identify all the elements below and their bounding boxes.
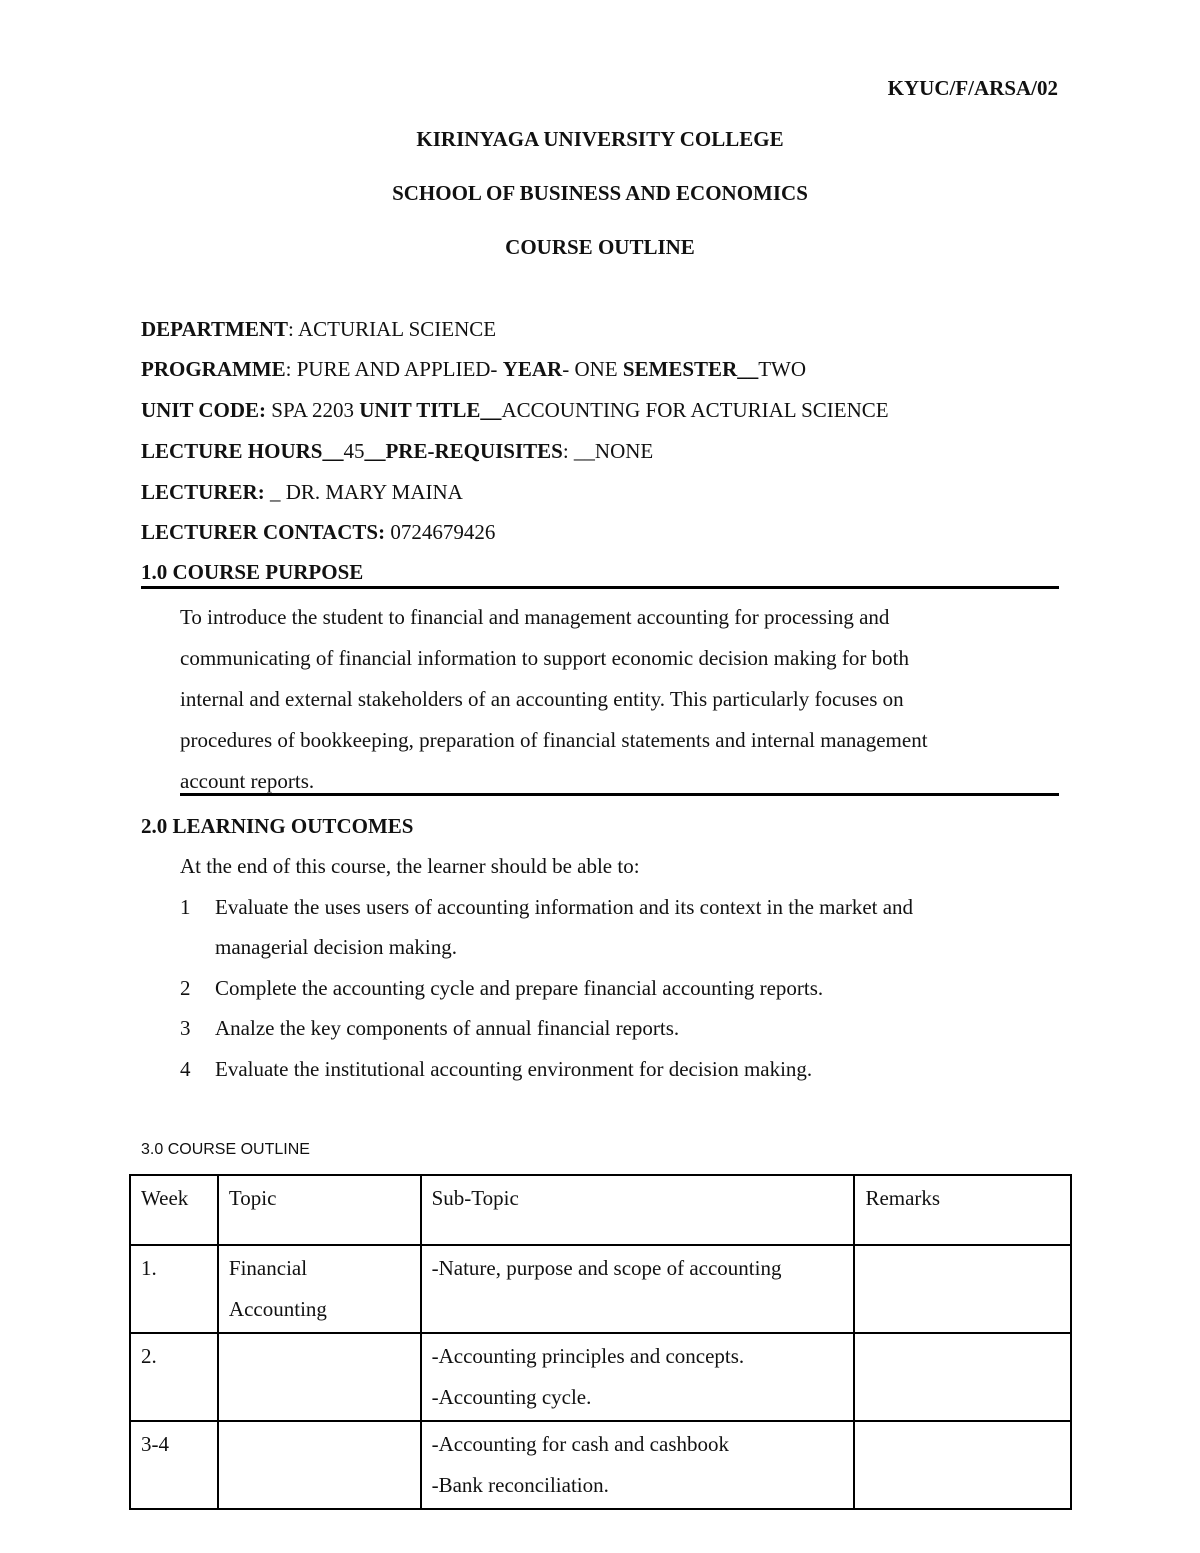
programme-line (141, 357, 806, 382)
purpose-line: procedures of bookkeeping, preparation of financial statements and internal management (180, 728, 928, 752)
outline-heading: 3.0 COURSE OUTLINE (141, 1141, 310, 1158)
subtopic-line: -Accounting for cash and cashbook (431, 1432, 729, 1456)
year-value: - ONE (562, 357, 623, 381)
remarks-cell (854, 1245, 1071, 1333)
table-row (130, 1245, 1071, 1333)
outcomes-intro: At the end of this course, the learner should be able to: (180, 854, 640, 878)
topic-line: Financial (228, 1256, 308, 1280)
hours-line (141, 439, 653, 464)
outcome-text: Complete the accounting cycle and prepare financial accounting reports. (215, 976, 824, 1000)
column-header-week: Week (130, 1175, 218, 1245)
purpose-paragraph (180, 597, 1060, 802)
programme-value: : PURE AND APPLIED- (285, 357, 503, 381)
outcomes-heading: 2.0 LEARNING OUTCOMES (141, 814, 414, 838)
purpose-bottom-rule (180, 793, 1059, 796)
outcome-number: 4 (180, 1057, 191, 1081)
lecturer-line (141, 480, 463, 505)
subtopic-line: -Accounting principles and concepts. (431, 1344, 745, 1368)
column-header-remarks: Remarks (854, 1175, 1071, 1245)
topic-cell (218, 1421, 421, 1509)
subtopic-cell (421, 1245, 855, 1333)
semester-value: TWO (758, 357, 807, 381)
department-line (141, 317, 496, 342)
outcome-number: 1 (180, 895, 191, 919)
unit-title-label: UNIT TITLE__ (359, 398, 502, 422)
lecturer-label: LECTURER: (141, 480, 265, 504)
outcome-text: Evaluate the institutional accounting environment for decision making. (215, 1057, 813, 1081)
remarks-cell (854, 1333, 1071, 1421)
institution-name: KIRINYAGA UNIVERSITY COLLEGE (416, 127, 784, 151)
programme-label: PROGRAMME (141, 357, 286, 381)
unit-code-label: UNIT CODE: (141, 398, 267, 422)
form-code: KYUC/F/ARSA/02 (887, 76, 1058, 100)
department-value: : ACTURIAL SCIENCE (288, 317, 497, 341)
lecture-hours-label: LECTURE HOURS__ (141, 439, 344, 463)
outcome-number: 3 (180, 1016, 191, 1040)
contacts-label: LECTURER CONTACTS: (141, 520, 386, 544)
table-header-row (130, 1175, 1071, 1245)
subtopic-line: -Nature, purpose and scope of accounting (431, 1256, 782, 1280)
column-header-subtopic: Sub-Topic (421, 1175, 855, 1245)
purpose-line: account reports. (180, 769, 315, 793)
semester-label: SEMESTER__ (622, 357, 759, 381)
purpose-top-rule (141, 586, 1059, 589)
outcome-text: Analze the key components of annual financial reports. (215, 1016, 680, 1040)
table-row (130, 1421, 1071, 1509)
document-title: COURSE OUTLINE (505, 235, 695, 259)
subtopic-line: -Accounting cycle. (431, 1385, 592, 1409)
contacts-line (141, 520, 495, 545)
topic-cell (218, 1245, 421, 1333)
outcome-number: 2 (180, 976, 191, 1000)
subtopic-cell (421, 1421, 855, 1509)
table-row (130, 1333, 1071, 1421)
course-outline-table (129, 1174, 1072, 1510)
department-label: DEPARTMENT (141, 317, 289, 341)
lecturer-value: _ DR. MARY MAINA (264, 480, 463, 504)
week-cell: 2. (130, 1333, 218, 1421)
topic-line: Accounting (228, 1297, 327, 1321)
year-label: YEAR (502, 357, 563, 381)
week-cell: 1. (130, 1245, 218, 1333)
outcome-text: Evaluate the uses users of accounting information and its context in the market and (215, 895, 914, 919)
outcome-text-continued: managerial decision making. (215, 935, 458, 959)
remarks-cell (854, 1421, 1071, 1509)
purpose-line: communicating of financial information to support economic decision making for both (180, 646, 909, 670)
school-name: SCHOOL OF BUSINESS AND ECONOMICS (392, 181, 808, 205)
purpose-line: internal and external stakeholders of an accounting entity. This particularly focuses on (180, 687, 904, 711)
subtopic-line: -Bank reconciliation. (431, 1473, 609, 1497)
topic-cell (218, 1333, 421, 1421)
purpose-heading: 1.0 COURSE PURPOSE (141, 560, 364, 584)
week-cell: 3-4 (130, 1421, 218, 1509)
prereq-value: : __NONE (562, 439, 654, 463)
subtopic-cell (421, 1333, 855, 1421)
contacts-value: 0724679426 (385, 520, 496, 544)
lecture-hours-value: 45 (343, 439, 365, 463)
prereq-label: __PRE-REQUISITES (364, 439, 563, 463)
column-header-topic: Topic (218, 1175, 421, 1245)
unit-code-value: SPA 2203 (266, 398, 360, 422)
unit-line (141, 398, 889, 423)
purpose-line: To introduce the student to financial and management accounting for processing and (180, 605, 890, 629)
unit-title-value: ACCOUNTING FOR ACTURIAL SCIENCE (501, 398, 889, 422)
